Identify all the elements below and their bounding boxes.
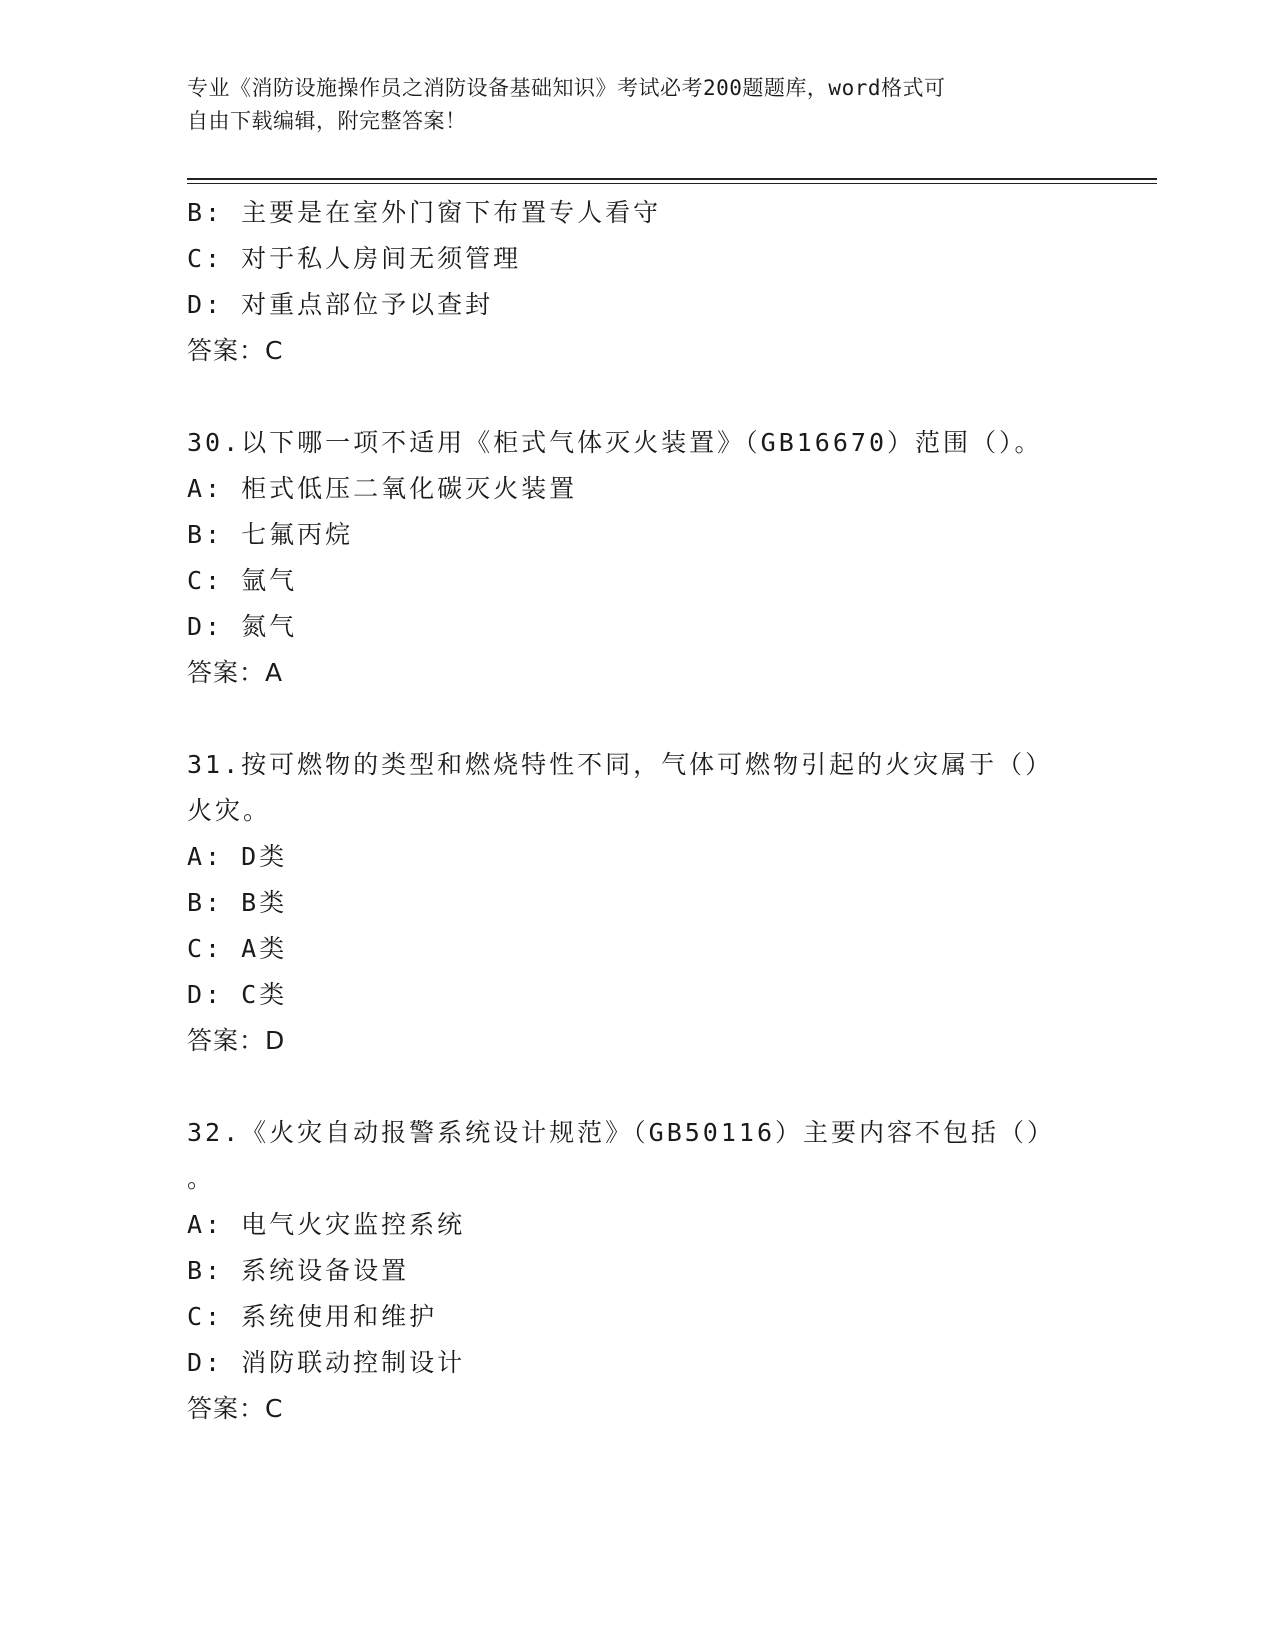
answer-line: 答案：D — [187, 1026, 286, 1055]
option-b: B: 七氟丙烷 — [187, 520, 354, 549]
option-c: C: 系统使用和维护 — [187, 1302, 438, 1331]
question-stem-cont: 火灾。 — [187, 796, 272, 825]
answer-line: 答案：C — [187, 1394, 284, 1423]
question-stem: 32.《火灾自动报警系统设计规范》（GB50116）主要内容不包括（） — [187, 1118, 1056, 1147]
option-d: D: 对重点部位予以查封 — [187, 290, 494, 319]
option-b: B: 主要是在室外门窗下布置专人看守 — [187, 198, 662, 227]
answer-line: 答案：C — [187, 336, 284, 365]
question-29-tail — [187, 190, 1087, 374]
question-32 — [187, 1110, 1087, 1432]
header-line-1: 专业《消防设施操作员之消防设备基础知识》考试必考200题题库，word格式可 — [187, 76, 946, 100]
question-31 — [187, 742, 1087, 1064]
question-stem: 30.以下哪一项不适用《柜式气体灭火装置》（GB16670）范围（）。 — [187, 428, 1043, 457]
option-b: B: 系统设备设置 — [187, 1256, 410, 1285]
header-rule-top — [187, 178, 1157, 180]
question-stem: 31.按可燃物的类型和燃烧特性不同，气体可燃物引起的火灾属于（） — [187, 750, 1054, 779]
question-30 — [187, 420, 1087, 696]
answer-line: 答案：A — [187, 658, 284, 687]
option-b: B: B类 — [187, 888, 288, 917]
header-rule-bottom — [187, 183, 1157, 184]
document-header — [187, 72, 1067, 138]
question-stem-cont: 。 — [187, 1164, 216, 1193]
option-c: C: A类 — [187, 934, 288, 963]
option-d: D: 氮气 — [187, 612, 298, 641]
option-d: D: C类 — [187, 980, 288, 1009]
option-c: C: 氩气 — [187, 566, 298, 595]
option-a: A: 电气火灾监控系统 — [187, 1210, 466, 1239]
header-line-2: 自由下载编辑，附完整答案！ — [187, 109, 467, 133]
option-c: C: 对于私人房间无须管理 — [187, 244, 522, 273]
option-a: A: 柜式低压二氧化碳灭火装置 — [187, 474, 578, 503]
option-a: A: D类 — [187, 842, 288, 871]
option-d: D: 消防联动控制设计 — [187, 1348, 466, 1377]
question-list — [187, 190, 1087, 1432]
